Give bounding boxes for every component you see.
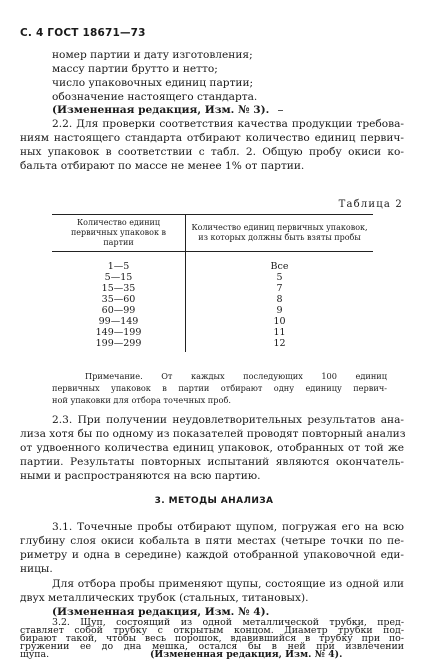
samples-table: [52, 214, 373, 352]
paragraph-line: двух металлических трубок (стальных, титановых).: [20, 592, 309, 604]
paragraph-line: ставляет собой трубку с открытым концом. Диаметр трубки под-: [20, 625, 404, 636]
table-header-lots: Количество единиц первичных упаковок в партии: [52, 215, 186, 252]
table-row: [52, 283, 373, 294]
paragraph-line: 3.1. Точечные пробы отбирают щупом, погружая его на всю: [52, 521, 404, 533]
table-row: [52, 294, 373, 305]
paragraph-line: щупа.: [20, 649, 50, 660]
table-cell: 10: [186, 316, 374, 327]
table-row: [52, 338, 373, 352]
list-line: номер партии и дату изготовления;: [52, 49, 253, 61]
table-note: ной упаковки для отбора точечных проб.: [52, 395, 231, 405]
page-header: С. 4 ГОСТ 18671—73: [20, 27, 146, 39]
paragraph-line: 3.2. Щуп, состоящий из одной металлической трубки, пред-: [52, 617, 404, 628]
table-row: [52, 327, 373, 338]
table-cell: Все: [186, 252, 374, 273]
paragraph-line: ными и распространяются на всю партию.: [20, 470, 261, 482]
paragraph-line: ниям настоящего стандарта отбирают количество единиц первич-: [20, 132, 404, 144]
amendment-note: (Измененная редакция, Изм. № 3).: [52, 104, 270, 116]
paragraph-line: риметру и одна в середине) каждой отобранной упаковочной еди-: [20, 549, 404, 561]
table-header-samples: Количество единиц первичных упаковок, из которых должны быть взяты пробы: [186, 215, 374, 252]
table-cell: 199—299: [95, 338, 142, 349]
table-cell: 60—99: [101, 305, 136, 316]
table-caption: Таблица 2: [338, 199, 403, 210]
paragraph-line: ных упаковок в соответствии с табл. 2. Общую пробу окиси ко-: [20, 146, 404, 158]
table-cell: 5—15: [104, 272, 133, 283]
table-cell: 11: [186, 327, 374, 338]
paragraph-line: ницы.: [20, 563, 53, 575]
table-cell: 7: [186, 283, 374, 294]
paragraph-line: от удвоенного количества единиц упаковок, отобранных от той же: [20, 442, 404, 454]
amendment-note: (Измененная редакция, Изм. № 4).: [52, 606, 270, 618]
paragraph-line: гружении ее до дна мешка, остался бы в ней при извлечении: [20, 641, 404, 652]
paragraph-line: глубину слоя окиси кобальта в пяти местах (четыре точки по пе-: [20, 535, 404, 547]
paragraph-line: 2.3. При получении неудовлетворительных результатов ана-: [52, 414, 404, 426]
table-cell: 12: [186, 338, 374, 352]
table-row: [52, 305, 373, 316]
paragraph-line: Для отбора пробы применяют щупы, состоящие из одной или: [52, 578, 404, 590]
table-cell: 15—35: [101, 283, 136, 294]
table-cell: 1—5: [107, 261, 130, 272]
list-line: обозначение настоящего стандарта.: [52, 91, 258, 103]
amendment-note: (Измененная редакция, Изм. № 4).: [150, 649, 343, 660]
table-note: первичных упаковок в партии отбирают одну единицу первич-: [52, 383, 387, 393]
paragraph-line: 2.2. Для проверки соответствия качества продукции требова-: [52, 118, 404, 130]
paragraph-line: бальта отбирают по массе не менее 1% от партии.: [20, 160, 305, 172]
paragraph-line: бирают такой, чтобы весь порошок, вдавившийся в трубку при по-: [20, 633, 404, 644]
table-row: [52, 316, 373, 327]
paragraph-line: партии. Результаты повторных испытаний являются окончатель-: [20, 456, 404, 468]
paragraph-line: лиза хотя бы по одному из показателей проводят повторный анализ: [20, 428, 406, 440]
table-cell: 9: [186, 305, 374, 316]
list-line: число упаковочных единиц партии;: [52, 77, 254, 89]
table-row: [52, 272, 373, 283]
table-cell: 35—60: [101, 294, 136, 305]
list-line: массу партии брутто и нетто;: [52, 63, 218, 75]
table-cell: 99—149: [98, 316, 139, 327]
table-cell: 149—199: [95, 327, 142, 338]
table-note: Примечание. От каждых последующих 100 единиц: [85, 371, 387, 381]
table-cell: 5: [186, 272, 374, 283]
section-title: 3. МЕТОДЫ АНАЛИЗА: [154, 496, 274, 506]
table-row: [52, 252, 373, 273]
table-cell: 8: [186, 294, 374, 305]
